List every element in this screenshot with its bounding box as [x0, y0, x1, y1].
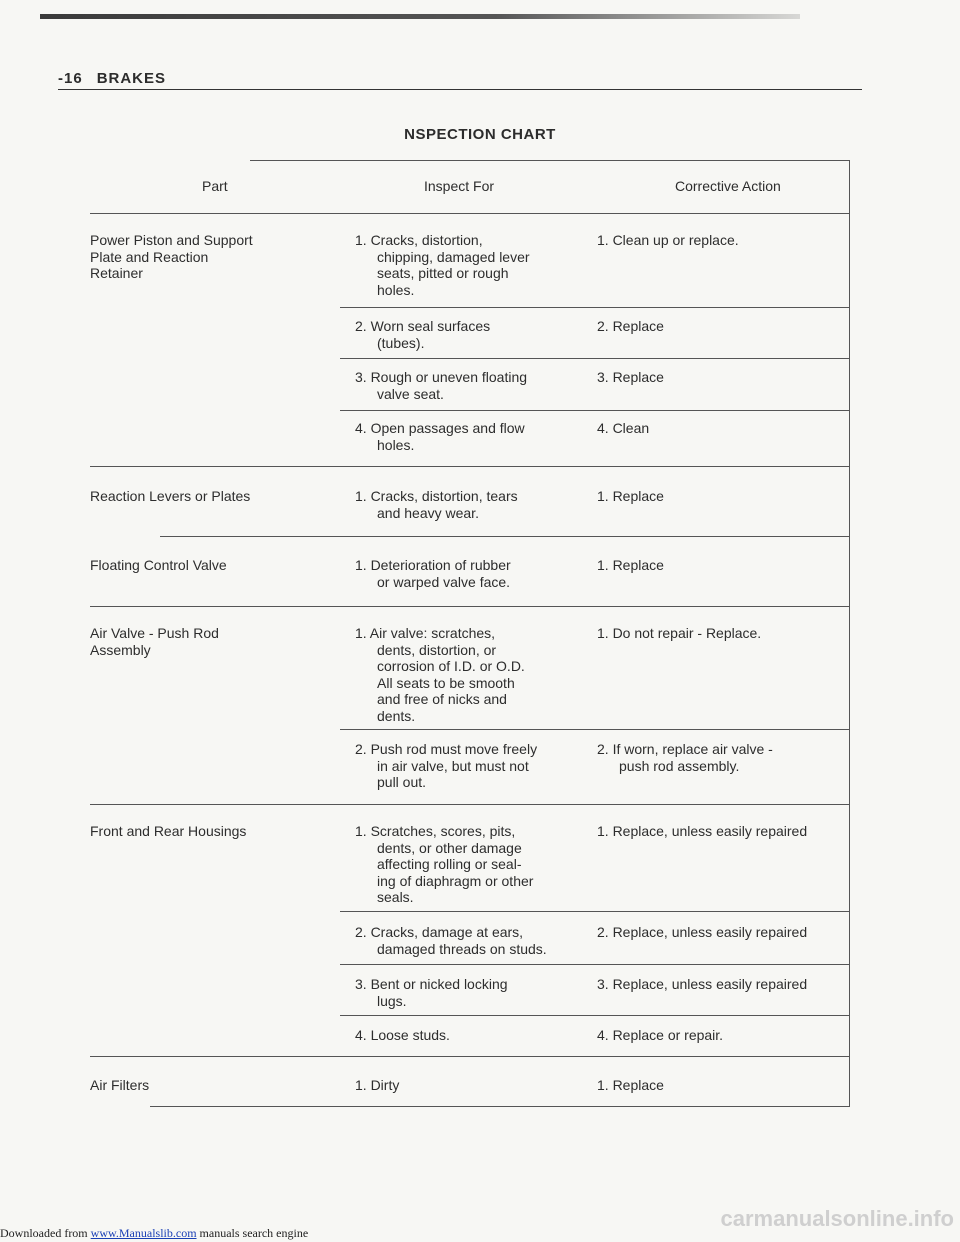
chart-title: NSPECTION CHART — [404, 126, 556, 143]
action-cell — [597, 557, 664, 574]
item-rule — [340, 358, 850, 359]
footer-suffix: manuals search engine — [196, 1226, 309, 1240]
inspect-line: 3. Rough or uneven floating — [355, 369, 528, 385]
inspect-line: 4. Open passages and flow — [355, 420, 525, 436]
row-rule — [160, 536, 850, 537]
part-name: Reaction Levers or Plates — [90, 488, 251, 504]
inspect-line: dents, distortion, or — [377, 641, 497, 658]
top-scan-rule — [40, 14, 800, 19]
action-line: 2. Replace, unless easily repaired — [597, 924, 808, 940]
inspect-cell — [355, 318, 490, 351]
inspect-line: damaged threads on studs. — [377, 940, 547, 957]
row-rule — [90, 1056, 850, 1057]
action-cell — [597, 1027, 723, 1044]
inspect-cell — [355, 557, 511, 590]
inspect-line: 1. Dirty — [355, 1077, 400, 1093]
action-line: 4. Replace or repair. — [597, 1027, 724, 1043]
inspect-line: 3. Bent or nicked locking — [355, 976, 508, 992]
item-rule — [340, 1015, 850, 1016]
inspect-line: affecting rolling or seal- — [377, 856, 522, 872]
inspect-line: 1. Scratches, scores, pits, — [355, 823, 516, 839]
action-cell — [597, 420, 649, 437]
action-line: 2. Replace — [597, 318, 664, 334]
inspect-line: 1. Cracks, distortion, — [355, 232, 483, 248]
inspect-line: All seats to be smooth — [377, 674, 515, 691]
inspect-line: holes. — [377, 436, 415, 453]
inspect-cell — [355, 1077, 399, 1094]
inspect-line: 1. Cracks, distortion, tears — [355, 488, 518, 504]
item-rule — [340, 911, 850, 912]
action-line: 1. Clean up or replace. — [597, 232, 739, 248]
inspect-cell — [355, 488, 518, 521]
part-cell — [90, 1077, 149, 1094]
inspect-line: dents, or other damage — [377, 839, 522, 856]
action-line: 2. If worn, replace air valve - — [597, 741, 773, 757]
inspect-line: seals. — [377, 889, 414, 905]
inspect-line: seats, pitted or rough — [377, 265, 509, 281]
site-watermark: carmanualsonline.info — [720, 1206, 954, 1231]
inspect-line: and free of nicks and — [377, 691, 507, 707]
action-line: 1. Replace — [597, 557, 664, 573]
manualslib-link[interactable]: www.Manualslib.com — [90, 1226, 197, 1240]
inspect-cell — [355, 420, 525, 453]
action-line: push rod assembly. — [619, 757, 740, 774]
action-cell — [597, 369, 664, 386]
inspect-line: or warped valve face. — [377, 573, 511, 590]
inspect-line: ing of diaphragm or other — [377, 872, 534, 889]
action-cell — [597, 823, 807, 840]
inspect-cell — [355, 232, 530, 298]
action-line: 1. Replace — [597, 488, 664, 504]
part-name: Front and Rear Housings — [90, 823, 247, 839]
part-cell — [90, 823, 246, 840]
item-rule — [340, 307, 850, 308]
inspect-cell — [355, 369, 527, 402]
item-rule — [340, 964, 850, 965]
section-title: BRAKES — [96, 70, 167, 87]
col-header-inspect: Inspect For — [424, 178, 495, 194]
inspect-line: 4. Loose studs. — [355, 1027, 450, 1043]
inspect-line: valve seat. — [377, 385, 444, 402]
action-cell — [597, 924, 807, 941]
inspect-line: 1. Deterioration of rubber — [355, 557, 511, 573]
table-top-rule — [250, 160, 850, 161]
inspect-cell — [355, 976, 508, 1009]
action-cell — [597, 488, 664, 505]
part-name: Power Piston and Support Plate and Reaction Retainer — [90, 232, 253, 281]
inspect-cell — [355, 741, 537, 791]
page-header — [58, 70, 180, 87]
footer-prefix: Downloaded from — [0, 1226, 88, 1240]
row-rule — [90, 466, 850, 467]
action-line: 1. Do not repair - Replace. — [597, 625, 762, 641]
inspect-line: 1. Air valve: scratches, — [355, 625, 496, 641]
inspect-cell — [355, 1027, 450, 1044]
row-rule — [90, 804, 850, 805]
action-line: 1. Replace — [597, 1077, 664, 1093]
col-header-part: Part — [202, 178, 228, 194]
part-cell — [90, 557, 227, 574]
inspect-cell — [355, 924, 547, 957]
part-cell — [90, 232, 253, 282]
table-bottom-rule — [150, 1106, 850, 1107]
action-cell — [597, 625, 761, 642]
item-rule — [340, 729, 850, 730]
inspect-line: and heavy wear. — [377, 504, 479, 521]
part-cell — [90, 488, 250, 505]
inspect-line: lugs. — [377, 992, 407, 1009]
inspect-line: pull out. — [377, 774, 427, 790]
inspect-line: 2. Push rod must move freely — [355, 741, 538, 757]
inspect-cell — [355, 625, 525, 724]
inspect-line: dents. — [377, 707, 416, 724]
action-cell — [597, 741, 773, 774]
inspect-cell — [355, 823, 533, 906]
col-header-action: Corrective Action — [675, 178, 781, 194]
part-cell — [90, 625, 219, 658]
inspect-line: holes. — [377, 281, 415, 298]
part-name: Air Valve - Push Rod Assembly — [90, 625, 219, 658]
action-line: 4. Clean — [597, 420, 650, 436]
part-name: Air Filters — [90, 1077, 150, 1093]
part-name: Floating Control Valve — [90, 557, 227, 573]
action-line: 3. Replace — [597, 369, 664, 385]
item-rule — [340, 410, 850, 411]
action-cell — [597, 232, 739, 249]
header-bottom-rule — [90, 213, 850, 214]
download-footer — [0, 1226, 308, 1241]
action-line: 1. Replace, unless easily repaired — [597, 823, 808, 839]
inspect-line: (tubes). — [377, 334, 425, 351]
action-cell — [597, 976, 807, 993]
inspect-line: corrosion of I.D. or O.D. — [377, 658, 525, 674]
header-rule — [58, 89, 862, 90]
action-cell — [597, 1077, 664, 1094]
page-number: -16 — [58, 70, 83, 87]
row-rule — [90, 606, 850, 607]
inspect-line: chipping, damaged lever — [377, 248, 530, 265]
inspect-line: 2. Worn seal surfaces — [355, 318, 491, 334]
inspect-line: in air valve, but must not — [377, 757, 529, 774]
action-line: 3. Replace, unless easily repaired — [597, 976, 808, 992]
inspect-line: 2. Cracks, damage at ears, — [355, 924, 524, 940]
action-cell — [597, 318, 664, 335]
